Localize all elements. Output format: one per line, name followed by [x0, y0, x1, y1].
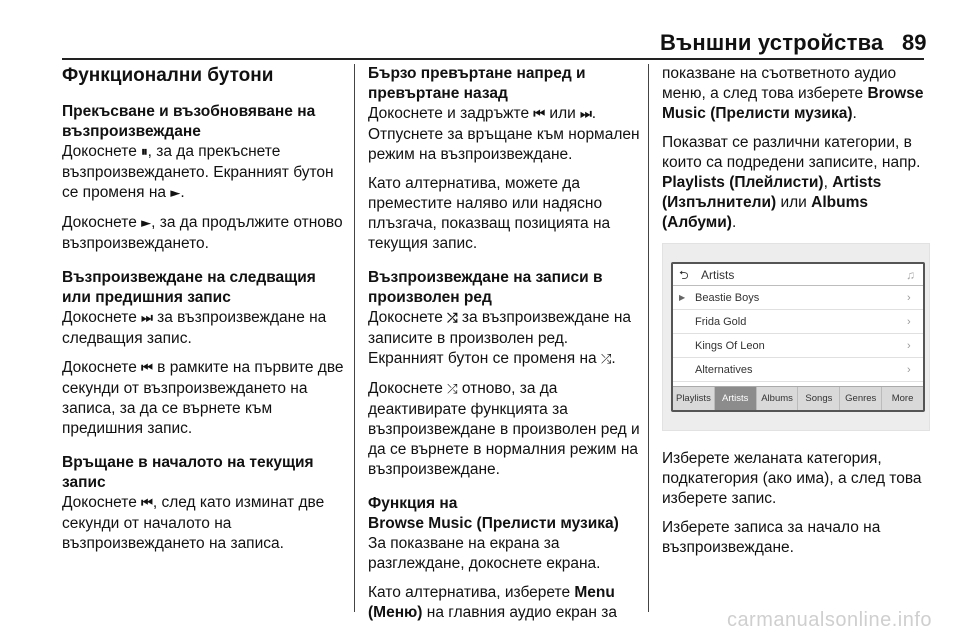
block-heading: Функция на	[368, 495, 458, 512]
play-icon: ►	[170, 186, 181, 201]
next-track-icon: ⏭	[141, 311, 153, 326]
previous-track-icon: ⏮	[141, 361, 153, 376]
browse-music-block	[368, 494, 640, 623]
screen-illustration	[662, 243, 930, 431]
shuffle-block	[368, 268, 640, 480]
watermark: carmanualsonline.info	[726, 609, 932, 631]
tab-more[interactable]: More	[891, 392, 914, 404]
list-item[interactable]: Kings Of Leon ›	[673, 334, 923, 358]
screen-header	[673, 264, 923, 286]
tab-songs[interactable]: Songs	[798, 387, 840, 410]
tab-playlists[interactable]: Playlists	[673, 387, 715, 410]
column-2	[368, 64, 640, 637]
category-tabs	[673, 386, 923, 410]
previous-track-icon: ⏮	[533, 107, 546, 122]
music-note-icon: ♫	[906, 267, 915, 282]
chevron-right-icon: ›	[907, 339, 911, 352]
paragraph: Докоснете ⤮ отново, за да деактивирате функцията за възпроизвеждане в произволен ред и да се върнете в нормалния режим на възпроизвеждане.	[368, 380, 640, 478]
paragraph: Докоснете ⏭ за възпроизвеждане на следващия запис.	[62, 309, 327, 347]
block-heading: Browse Music (Прелисти музика)	[368, 515, 619, 532]
next-previous-block	[62, 268, 346, 439]
list-item[interactable]: Alternatives ›	[673, 358, 923, 382]
screen-title: Artists	[701, 267, 735, 282]
paragraph: Като алтернатива, изберете Menu (Меню) на главния аудио екран за	[368, 584, 617, 621]
pause-resume-block	[62, 102, 346, 254]
play-icon: ►	[141, 216, 152, 231]
next-track-icon: ⏭	[580, 107, 592, 122]
block-heading: Възпроизвеждане на следващия или предишния запис	[62, 269, 316, 306]
tab-albums[interactable]: Albums	[757, 387, 799, 410]
shuffle-active-icon: ⤮	[447, 382, 458, 397]
pause-icon: ⏸	[141, 145, 148, 160]
block-heading: Възпроизвеждане на записи в произволен ред	[368, 269, 603, 306]
restart-track-block	[62, 453, 346, 554]
tab-artists[interactable]: Artists	[715, 387, 757, 410]
fast-forward-rewind-block	[368, 64, 640, 254]
paragraph: За показване на екрана за разглеждане, докоснете екрана.	[368, 535, 601, 572]
column-3	[662, 64, 930, 567]
paragraph: Докоснете ⏸, за да прекъснете възпроизвеждането. Екранният бутон се променя на ►.	[62, 143, 334, 201]
page-number: 89	[902, 30, 927, 55]
block-heading: Бързо превъртане напред и превъртане назад	[368, 65, 586, 102]
page-header-title: Външни устройства	[660, 30, 884, 55]
paragraph: Докоснете ►, за да продължите отново възпроизвеждането.	[62, 214, 343, 252]
chevron-right-icon: ›	[907, 363, 911, 376]
paragraph: Докоснете ⤮ за възпроизвеждане на записите в произволен ред. Екранният бутон се променя на ⤮.	[368, 309, 632, 367]
section-title: Функционални бутони	[62, 65, 274, 86]
back-arrow-icon[interactable]: ⮌	[679, 267, 689, 282]
list-item[interactable]: Frida Gold ›	[673, 310, 923, 334]
chevron-right-icon: ›	[907, 315, 911, 328]
tab-genres[interactable]: Genres	[840, 387, 882, 410]
paragraph: Изберете желаната категория, подкатегория (ако има), а след това изберете запис.	[662, 450, 922, 507]
column-divider-1	[354, 64, 355, 612]
previous-track-icon: ⏮	[141, 496, 153, 511]
block-heading: Прекъсване и възобновяване на възпроизвеждане	[62, 103, 316, 140]
paragraph: Докоснете ⏮, след като изминат две секунди от началото на възпроизвеждането на записа.	[62, 494, 325, 552]
playing-indicator-icon: ▶	[679, 292, 686, 302]
chevron-right-icon: ›	[907, 291, 911, 304]
block-heading: Връщане в началото на текущия запис	[62, 454, 314, 491]
paragraph: Докоснете и задръжте ⏮ или ⏭. Отпуснете за връщане към нормален режим на възпроизвеждане.	[368, 105, 640, 163]
shuffle-active-icon: ⤮	[600, 352, 612, 367]
paragraph: Изберете записа за начало на възпроизвеждане.	[662, 519, 881, 556]
paragraph: Като алтернатива, можете да преместите наляво или надясно плъзгача, показващ позицията на текущия запис.	[368, 175, 611, 252]
list-item[interactable]: ▶ Beastie Boys ›	[673, 286, 923, 310]
column-1	[62, 64, 346, 568]
paragraph: Докоснете ⏮ в рамките на първите две секунди от възпроизвеждането на записа, за да се върнете към предишния запис.	[62, 359, 344, 437]
column-divider-2	[648, 64, 649, 612]
paragraph: показване на съответното аудио меню, а след това изберете Browse Music (Прелисти музика).	[662, 65, 924, 122]
shuffle-icon: ⤮	[447, 311, 458, 326]
infotainment-screen	[671, 262, 925, 412]
paragraph: Показват се различни категории, в които са подредени записите, напр. Playlists (Плейлисти), Artists (Изпълнители) или Albums (Албуми).	[662, 134, 921, 231]
header-divider	[62, 58, 924, 60]
